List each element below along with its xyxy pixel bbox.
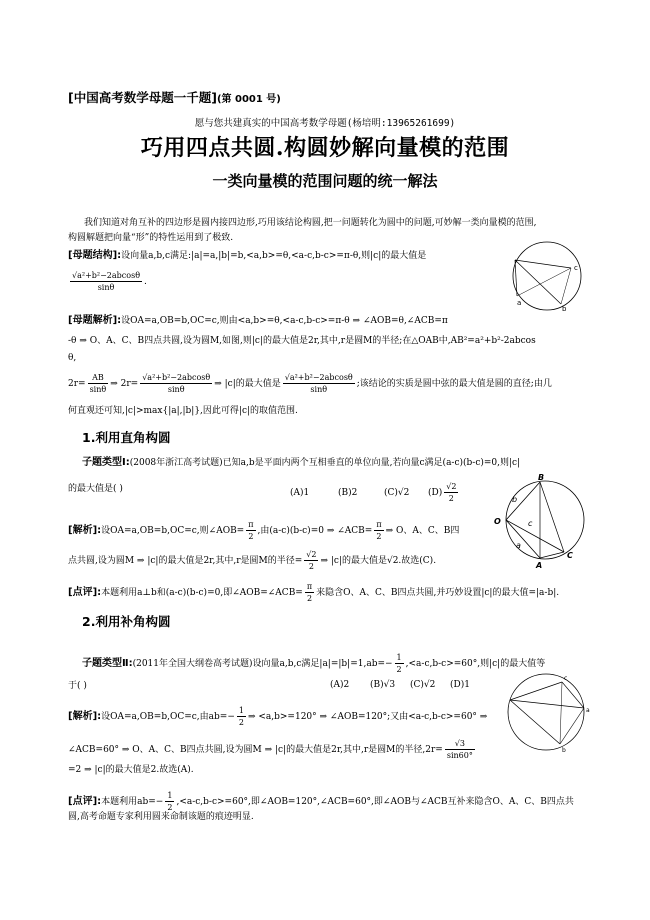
series-title: [中国高考数学母题一千题]	[68, 90, 217, 105]
solution-1-label: [解析]:	[68, 525, 102, 536]
fig2-label-B: B	[538, 473, 545, 482]
section-2-heading: 2.利用补角构圆	[82, 614, 171, 629]
fig2-label-b: b	[512, 495, 518, 504]
fig3-chord-1	[562, 682, 584, 708]
fig2-OC	[506, 520, 564, 552]
subtype-2-label: 子题类型Ⅱ:	[82, 658, 133, 669]
mother-structure	[68, 249, 488, 263]
fig1-vector-b	[515, 260, 561, 304]
mother-answer-fraction: $\frac{\text{√a²+b²−2abcosθ}}{\sin\theta}$	[72, 271, 141, 292]
choice-1d: (D)	[428, 488, 443, 498]
comment-1-label: [点评]:	[68, 587, 102, 598]
fig3-vector-b	[510, 682, 562, 700]
fig3-vector-c	[510, 700, 584, 708]
fig3-circle	[508, 674, 584, 750]
section-1-solution-2: 点共圆,设为圆M ⇒ |c|的最大值是2r,其中,r是圆M的半径= $\frac{√2}{2}$ ⇒ |c|的最大值是√2.故选(C).	[68, 550, 437, 571]
fig3-label-a: a	[586, 707, 590, 714]
mother-answer: $\frac{\text{√a²+b²−2abcosθ}}{\sin\theta}$ .	[72, 271, 147, 292]
section-1-problem: 子题类型Ⅰ:(2008年浙江高考试题)已知a,b是平面内两个互相垂直的单位向量,若向量c满足(a-c)(b-c)=0,则|c|	[82, 457, 521, 468]
page-title: 巧用四点共圆.构圆妙解向量模的范围	[140, 135, 510, 161]
fig2-label-a: a	[516, 541, 521, 550]
section-2-solution-3: =2 ⇒ |c|的最大值是2.故选(A).	[68, 765, 194, 775]
section-1-comment: [点评]:本题利用a⊥b和(a-c)(b-c)=0,即∠AOB=∠ACB= $\frac{\pi}{2}$ 来隐含O、A、C、B四点共圆,并巧妙设置|c|的最大值=|a-b|.	[68, 582, 560, 603]
fig1-circle	[513, 242, 581, 310]
comment-2-label: [点评]:	[68, 796, 102, 807]
section-2-problem-2: 于( )	[68, 681, 87, 691]
section-2-solution-1: [解析]:设OA=a,OB=b,OC=c,由ab=− $\frac{1}{2}$ ⇒ <a,b>=120° ⇒ ∠AOB=120°;又由<a-c,b-c>=60° ⇒	[68, 706, 488, 727]
fig2-BC	[540, 482, 564, 552]
analysis-line-3: θ,	[68, 353, 77, 363]
figure-1	[495, 240, 600, 312]
fig3-chord-3	[560, 682, 562, 744]
section-2-solution-2: ∠ACB=60° ⇒ O、A、C、B四点共圆,设为圆M ⇒ |c|的最大值是2r,其中,r是圆M的半径,2r= $\frac{√3}{\sin 60^\circ}$	[68, 739, 473, 760]
analysis-line-2: -θ ⇒ O、A、C、B四点共圆,设为圆M,如图,则|c|的最大值是2r,其中,r是圆M的半径;在△OAB中,AB²=a²+b²-2abcos	[68, 336, 536, 346]
motto: 愿与您共建真实的中国高考数学母题(杨培明:13965261699)	[194, 118, 456, 129]
choice-1b: (B)2	[338, 488, 358, 498]
section-1-solution-1: [解析]:设OA=a,OB=b,OC=c,则∠AOB= $\frac{\pi}{2}$ ,由(a-c)(b-c)=0 ⇒ ∠ACB= $\frac{\pi}{2}$ ⇒ O、A、C、B四	[68, 520, 460, 541]
section-1-choices: (A)1 (B)2 (C)√2 (D) $\frac{√2}{2}$	[290, 482, 457, 503]
section-2-comment-2: 圆,高考命题专家利用圆来命制该题的痕迹明显.	[68, 812, 254, 822]
mother-structure-label: [母题结构]:	[68, 250, 122, 261]
analysis-label: [母题解析]:	[68, 315, 122, 326]
fig3-label-c: c	[564, 675, 568, 682]
section-2-problem: 子题类型Ⅱ:(2011年全国大纲卷高考试题)设向量a,b,c满足|a|=|b|=1,ab=− $\frac{1}{2}$ ,<a-c,b-c>=60°,则|c|的最大值等	[82, 653, 546, 674]
fig2-label-O: O	[494, 517, 501, 526]
choice-1c: (C)√2	[384, 488, 410, 498]
fig1-label-c: c	[574, 264, 578, 272]
fig1-label-b: b	[562, 305, 567, 312]
mother-structure-text: 设向量a,b,c满足:|a|=a,|b|=b,<a,b>=θ,<a-c,b-c>=π-θ,则|c|的最大值是	[121, 251, 427, 261]
intro-line-1: 我们知道对角互补的四边形是圆内接四边形,巧用该结论构圆,把一问题转化为圆中的问题,可妙解一类向量模的范围,	[84, 218, 537, 228]
section-2-comment: [点评]:本题利用ab=− $\frac{1}{2}$ ,<a-c,b-c>=60°,即∠AOB=120°,∠ACB=60°,即∠AOB与∠ACB互补来隐含O、A、C、B四点共	[68, 791, 574, 812]
fig1-label-a: a	[517, 299, 522, 307]
subtype-1-label: 子题类型Ⅰ:	[82, 457, 130, 468]
choice-2b: (B)√3	[370, 680, 396, 690]
choice-2d: (D)1	[450, 680, 470, 690]
fig2-label-A: A	[536, 561, 543, 570]
analysis-line-1: [母题解析]:设OA=a,OB=b,OC=c,则由<a,b>=θ,<a-c,b-c>=π-θ ⇒ ∠AOB=θ,∠ACB=π	[68, 315, 448, 326]
fig3-label-b: b	[562, 747, 566, 754]
figure-3	[500, 668, 595, 760]
analysis-line-4: 2r= $\frac{AB}{\sin\theta}$ ⇒ 2r= $\frac{\text{√a²+b²−2abcosθ}}{\sin\theta}$ ⇒ |c|的最大值是 $\frac{\text{√a²+b²−2abcosθ}}{\sin\theta}$ ;该结论的实质是圆中弦的最大值是圆的直径;由几	[68, 373, 552, 394]
section-1-heading: 1.利用直角构圆	[82, 430, 171, 445]
solution-2-label: [解析]:	[68, 711, 102, 722]
analysis-line-5: 何直观还可知,|c|>max{|a|,|b|},因此可得|c|的取值范围.	[68, 406, 298, 416]
fig1-chord	[517, 268, 571, 296]
section-1-problem-2: 的最大值是( )	[68, 484, 123, 494]
series-number: (第 0001 号)	[216, 94, 281, 105]
series-header	[68, 88, 281, 106]
fig1-vector-c	[515, 260, 571, 268]
fig2-label-C: C	[567, 551, 573, 560]
choice-1a: (A)1	[290, 488, 310, 498]
section-2-choices	[330, 680, 500, 690]
choice-2a: (A)2	[330, 680, 350, 690]
choice-2c: (C)√2	[410, 680, 436, 690]
fig2-label-c: c	[528, 519, 533, 528]
page-subtitle: 一类向量模的范围问题的统一解法	[212, 172, 438, 190]
intro-line-2: 构圆解题把向量“形”的特性运用到了极致.	[68, 233, 234, 243]
fig3-chord-2	[560, 708, 584, 744]
fig1-chord-2	[561, 268, 571, 304]
